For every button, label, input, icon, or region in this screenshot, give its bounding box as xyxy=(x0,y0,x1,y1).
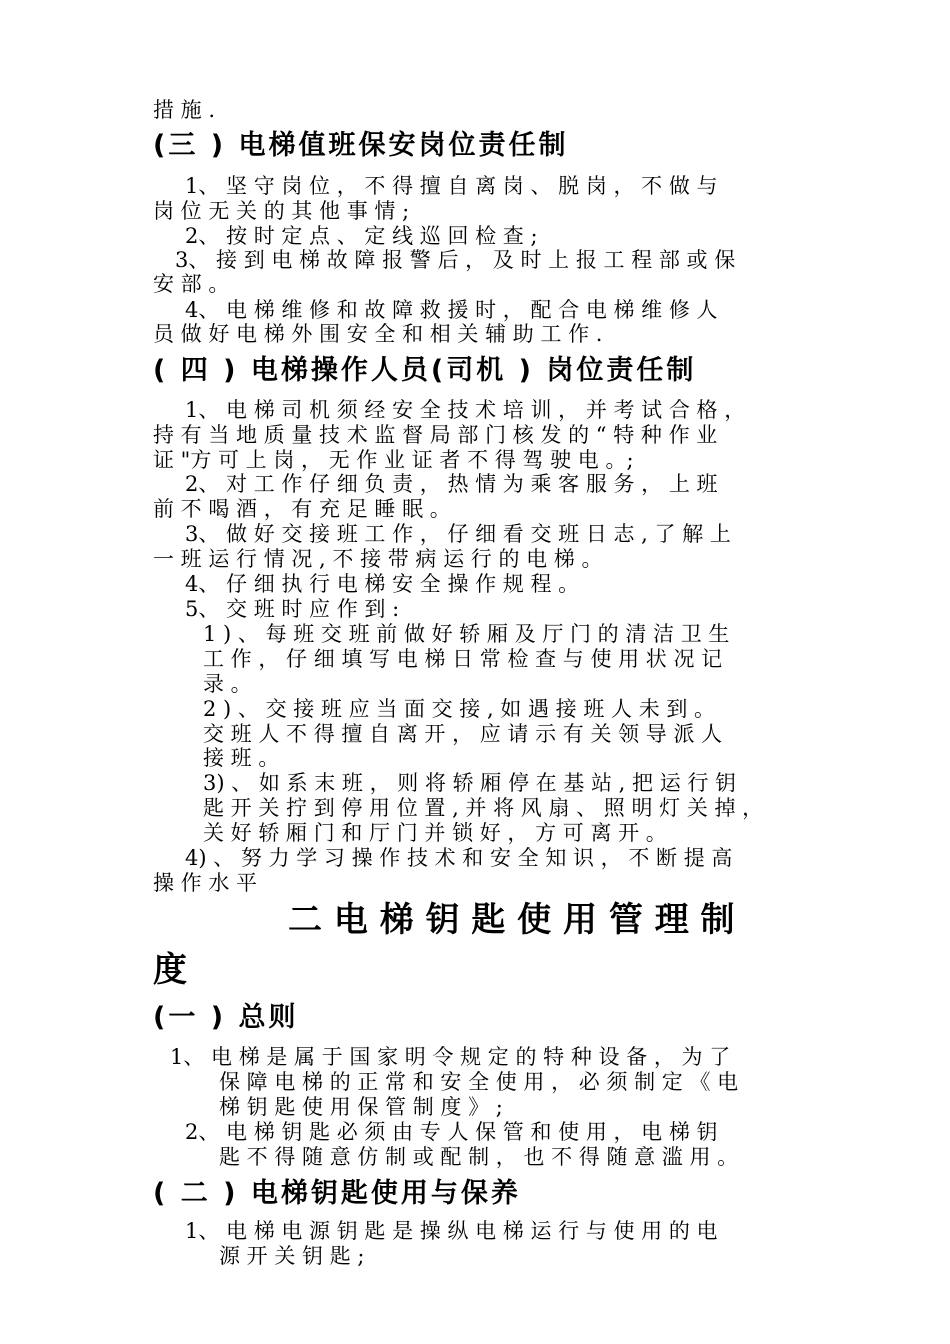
section-heading: (三 ) 电梯值班保安岗位责任制 xyxy=(153,130,569,161)
text-line: 录 。 xyxy=(203,672,252,696)
text-line: 5、 交 班 时 应 作 到 : xyxy=(185,597,400,621)
section-heading: ( 二 ) 电梯钥匙使用与保养 xyxy=(153,1178,521,1209)
text-line: 安 部 。 xyxy=(153,272,230,296)
text-line: 措 施 . xyxy=(153,98,216,122)
text-line: 源 开 关 钥 匙 ; xyxy=(219,1244,365,1268)
text-line: 4) 、 努 力 学 习 操 作 技 术 和 安 全 知 识 ， 不 断 提 高 xyxy=(185,846,733,870)
text-line: 交 班 人 不 得 擅 自 离 开 ， 应 请 示 有 关 领 导 派 人 xyxy=(203,722,723,746)
text-line: 一 班 运 行 情 况 , 不 接 带 病 运 行 的 电 梯 。 xyxy=(153,547,603,571)
text-line: 工 作 ， 仔 细 填 写 电 梯 日 常 检 查 与 使 用 状 况 记 xyxy=(203,647,723,671)
text-line: 2、 对 工 作 仔 细 负 责 ， 热 情 为 乘 客 服 务 ， 上 班 xyxy=(185,472,718,496)
text-line: 前 不 喝 酒 ， 有 充 足 睡 眠 。 xyxy=(153,497,451,521)
text-line: 匙 不 得 随 意 仿 制 或 配 制 ， 也 不 得 随 意 滥 用 。 xyxy=(219,1145,739,1169)
text-line: 3、 接 到 电 梯 故 障 报 警 后 ， 及 时 上 报 工 程 部 或 保 xyxy=(175,248,736,272)
text-line: 2 ) 、 交 接 班 应 当 面 交 接 , 如 遇 接 班 人 未 到 。 xyxy=(203,697,716,721)
text-line: 3、 做 好 交 接 班 工 作 ， 仔 细 看 交 班 日 志 , 了 解 上 xyxy=(185,522,731,546)
text-line: 1、 电 梯 电 源 钥 匙 是 操 纵 电 梯 运 行 与 使 用 的 电 xyxy=(185,1219,718,1243)
text-line: 1 ) 、 每 班 交 班 前 做 好 轿 厢 及 厅 门 的 清 洁 卫 生 xyxy=(203,622,730,646)
text-line: 员 做 好 电 梯 外 围 安 全 和 相 关 辅 助 工 作 . xyxy=(153,322,603,346)
text-line: 操 作 水 平 xyxy=(153,871,258,895)
text-line: 岗 位 无 关 的 其 他 事 情 ; xyxy=(153,199,410,223)
text-line: 1、 电 梯 司 机 须 经 安 全 技 术 培 训 ， 并 考 试 合 格 ， xyxy=(185,398,746,422)
text-line: 3) 、 如 系 末 班 ， 则 将 轿 厢 停 在 基 站 , 把 运 行 钥 xyxy=(203,771,737,795)
section-heading: ( 四 ) 电梯操作人员(司机 ) 岗位责任制 xyxy=(153,355,697,386)
text-line: 2、 电 梯 钥 匙 必 须 由 专 人 保 管 和 使 用 ， 电 梯 钥 xyxy=(185,1120,718,1144)
text-line: 4、 电 梯 维 修 和 故 障 救 援 时 ， 配 合 电 梯 维 修 人 xyxy=(185,298,718,322)
text-line: 持 有 当 地 质 量 技 术 监 督 局 部 门 核 发 的 “ 特 种 作 业 xyxy=(153,423,718,447)
chapter-title: 二 电 梯 钥 匙 使 用 管 理 制 xyxy=(288,900,735,940)
section-heading: (一 ) 总则 xyxy=(153,1002,299,1033)
text-line: 梯 钥 匙 使 用 保 管 制 度 》 ; xyxy=(219,1095,503,1119)
text-line: 1、 电 梯 是 属 于 国 家 明 令 规 定 的 特 种 设 备 ， 为 了 xyxy=(170,1045,731,1069)
text-line: 匙 开 关 拧 到 停 用 位 置 , 并 将 风 扇 、 照 明 灯 关 掉 ， xyxy=(203,796,764,820)
chapter-title-continued: 度 xyxy=(153,950,187,990)
text-line: 关 好 轿 厢 门 和 厅 门 并 锁 好 ， 方 可 离 开 。 xyxy=(203,821,667,845)
text-line: 证 "方 可 上 岗 ， 无 作 业 证 者 不 得 驾 驶 电 。; xyxy=(153,448,634,472)
text-line: 接 班 。 xyxy=(203,746,280,770)
text-line: 保 障 电 梯 的 正 常 和 安 全 使 用 ， 必 须 制 定 《 电 xyxy=(219,1070,739,1094)
text-line: 1、 坚 守 岗 位 ， 不 得 擅 自 离 岗 、 脱 岗 ， 不 做 与 xyxy=(185,174,718,198)
text-line: 4、 仔 细 执 行 电 梯 安 全 操 作 规 程 。 xyxy=(185,572,580,596)
text-line: 2、 按 时 定 点 、 定 线 巡 回 检 查 ; xyxy=(185,224,538,248)
